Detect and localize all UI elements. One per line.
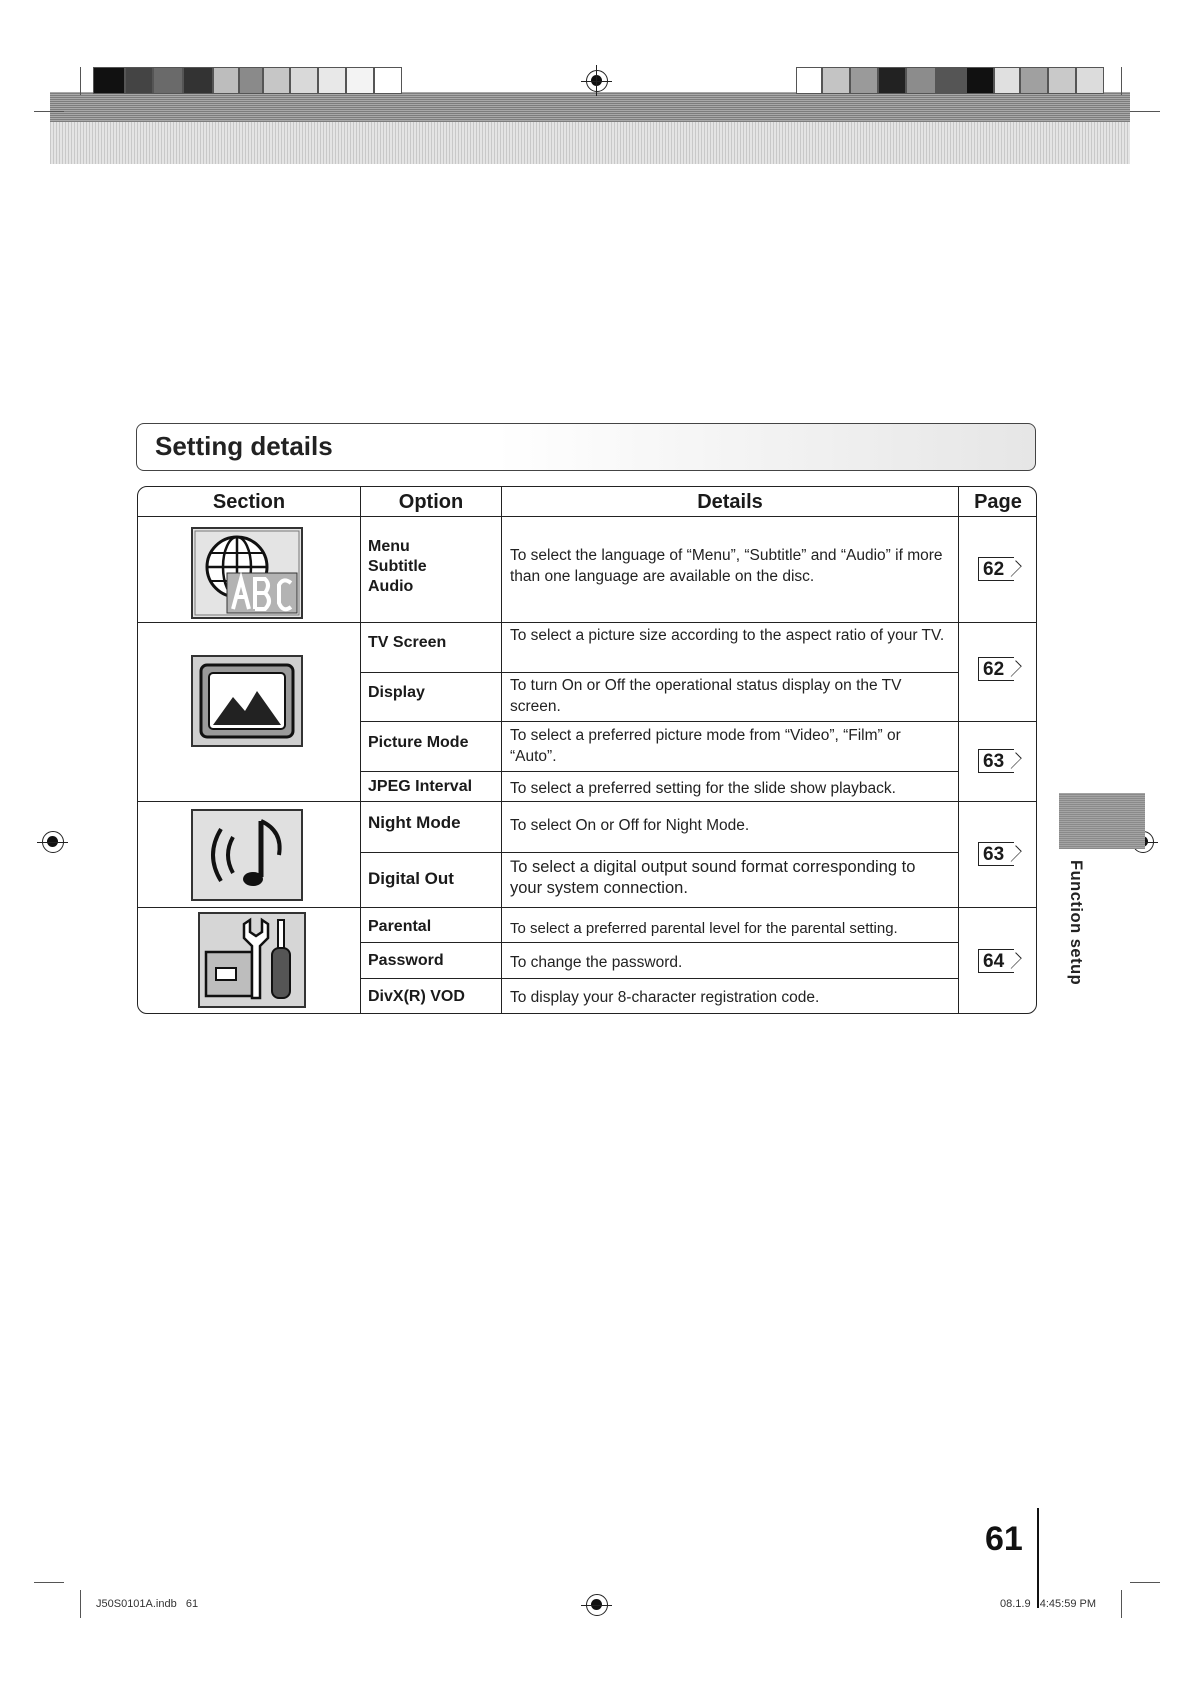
header-banner-gradient [50, 122, 1130, 164]
color-swatch [822, 67, 850, 94]
color-swatch [1048, 67, 1076, 94]
side-tab-label: Function setup [1067, 860, 1085, 986]
page-reference[interactable]: 62 [978, 557, 1014, 581]
page-reference[interactable]: 64 [978, 949, 1014, 973]
header-option: Option [398, 491, 464, 513]
row-divider [360, 771, 959, 772]
color-swatch [994, 67, 1020, 94]
header-section: Section [212, 491, 286, 513]
detail-night-mode: To select On or Off for Night Mode. [510, 817, 750, 834]
color-swatch [878, 67, 906, 94]
color-swatch [374, 67, 402, 94]
color-swatch [239, 67, 263, 94]
page-number-rule [1037, 1508, 1039, 1608]
option-password: Password [368, 952, 444, 969]
page-number: 61 [985, 1520, 1023, 1558]
crop-mark [1121, 1590, 1122, 1618]
footer-datetime: 08.1.9 4:45:59 PM [1000, 1598, 1097, 1610]
row-divider [138, 622, 1037, 623]
section-heading [136, 423, 1036, 471]
row-divider [360, 942, 959, 943]
column-divider [958, 487, 959, 1014]
row-divider [360, 672, 959, 673]
detail-display: To turn On or Off the operational status display on the TV screen. [510, 677, 902, 715]
row-divider [138, 801, 1037, 802]
color-swatch [966, 67, 994, 94]
color-swatch [346, 67, 374, 94]
option-jpeg-interval: JPEG Interval [368, 778, 473, 795]
registration-mark-line [596, 65, 597, 96]
detail-jpeg-interval: To select a preferred setting for the slide show playback. [510, 780, 896, 797]
row-divider [138, 907, 1037, 908]
row-divider [360, 721, 1037, 722]
picture-mountain-icon [191, 655, 303, 747]
option-digital-out: Digital Out [368, 869, 454, 888]
crop-mark [34, 111, 64, 112]
color-swatch [850, 67, 878, 94]
language-globe-abc-icon [191, 527, 303, 619]
detail-language: To select the language of “Menu”, “Subtitle” and “Audio” if more than one language are available on the disc. [510, 547, 943, 585]
page-title: Setting details [155, 431, 333, 461]
row-divider [360, 978, 959, 979]
color-swatch [1020, 67, 1048, 94]
crop-mark [1130, 1582, 1160, 1583]
audio-music-note-icon [191, 809, 303, 901]
color-swatch [213, 67, 239, 94]
detail-password: To change the password. [510, 954, 683, 971]
row-divider [360, 852, 959, 853]
detail-tv-screen: To select a picture size according to the aspect ratio of your TV. [510, 627, 945, 644]
header-page: Page [974, 491, 1022, 513]
registration-mark-icon [586, 70, 608, 92]
crop-mark [1121, 67, 1122, 95]
settings-table [137, 486, 1037, 1014]
color-swatch [936, 67, 966, 94]
detail-divx-vod: To display your 8-character registration code. [510, 989, 820, 1006]
page-reference[interactable]: 62 [978, 657, 1014, 681]
color-swatch [93, 67, 125, 94]
color-swatch [153, 67, 183, 94]
color-swatch [125, 67, 153, 94]
detail-digital-out: To select a digital output sound format corresponding to your system connection. [510, 858, 916, 897]
option-display: Display [368, 684, 425, 701]
color-swatch [263, 67, 290, 94]
option-night-mode: Night Mode [368, 813, 461, 832]
crop-mark [80, 1590, 81, 1618]
option-parental: Parental [368, 918, 432, 935]
column-divider [360, 487, 361, 1014]
option-divx-vod: DivX(R) VOD [368, 988, 465, 1005]
color-swatch [906, 67, 936, 94]
color-swatch [183, 67, 213, 94]
page-reference[interactable]: 63 [978, 842, 1014, 866]
footer-file-info: J50S0101A.indb 61 [96, 1598, 199, 1610]
crop-mark [34, 1582, 64, 1583]
page-reference[interactable]: 63 [978, 749, 1014, 773]
option-picture-mode: Picture Mode [368, 734, 469, 751]
color-swatch [796, 67, 822, 94]
column-divider [501, 487, 502, 1014]
option-menu-subtitle-audio: Menu Subtitle Audio [368, 538, 427, 595]
registration-mark-icon [42, 831, 64, 853]
registration-mark-icon [586, 1594, 608, 1616]
row-divider [138, 516, 1037, 517]
detail-parental: To select a preferred parental level for the parental setting. [510, 920, 898, 937]
color-swatch [290, 67, 318, 94]
color-swatch [318, 67, 346, 94]
crop-mark [1130, 111, 1160, 112]
header-details: Details [697, 491, 763, 513]
tools-wrench-screwdriver-icon [198, 912, 306, 1008]
crop-mark [80, 67, 81, 95]
option-tv-screen: TV Screen [368, 634, 447, 651]
side-tab [1059, 793, 1145, 849]
detail-picture-mode: To select a preferred picture mode from “Video”, “Film” or “Auto”. [510, 727, 901, 765]
color-swatch [1076, 67, 1104, 94]
